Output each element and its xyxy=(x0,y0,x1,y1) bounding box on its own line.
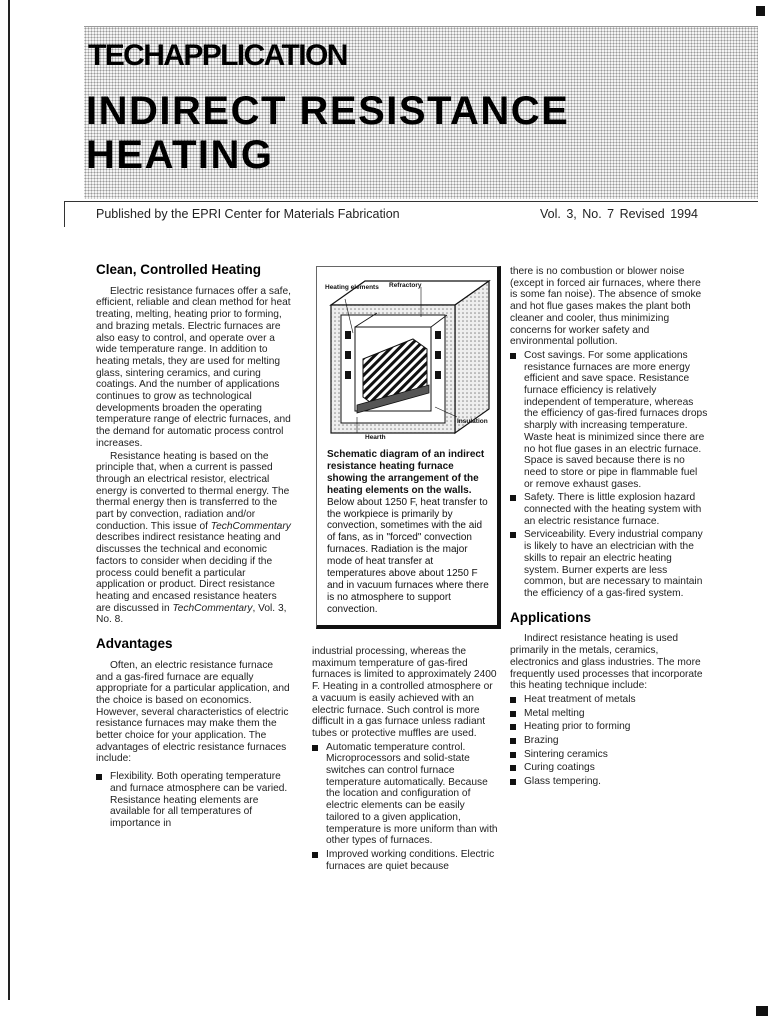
title-line-1: INDIRECT RESISTANCE xyxy=(86,89,570,133)
title-line-2: HEATING xyxy=(86,133,274,177)
list-item: Automatic temperature control. Microprocessors and solid-state switches can control furnace temperature automatically. Because the location and configuration of electric elements can be easily tailored to a given application, temperature is more uniform than with other types of furnaces. xyxy=(312,742,498,847)
masthead xyxy=(84,26,758,199)
label-hearth: Hearth xyxy=(365,434,386,441)
paragraph: there is no combustion or blower noise (except in forced air furnaces, where there is some fan noise). The absence of smoke and hot flue gases makes the plant both cleaner and cooler, thus minimizing concerns for worker safety and environmental pollution. xyxy=(510,266,702,348)
caption-body: Below about 1250 F, heat transfer to the workpiece is primarily by convection, sometimes with the aid of fans, as in "forced" convection furnaces. Radiation is the major mode of heat transfer at temperatures above about 1250 F and in vacuum furnaces where there is no atmosphere to support convection. xyxy=(327,496,489,615)
heating-element xyxy=(435,371,441,379)
heading-clean-controlled: Clean, Controlled Heating xyxy=(96,262,262,277)
heating-element xyxy=(435,331,441,339)
list-item: Brazing xyxy=(510,735,708,747)
right-column xyxy=(510,266,708,790)
page-title xyxy=(86,89,569,177)
header-rule xyxy=(64,201,758,202)
left-column xyxy=(96,264,292,832)
list-item: Heat treatment of metals xyxy=(510,694,708,706)
heading-advantages: Advantages xyxy=(96,636,173,652)
list-item: Flexibility. Both operating temperature and furnace atmosphere can be varied. Resistance heating elements are available for all temperatures of importance in xyxy=(96,771,292,830)
text-run: , Vol. 3, No. 8. xyxy=(96,602,287,626)
figure-furnace-diagram xyxy=(316,266,501,629)
list-item: Improved working conditions. Electric furnaces are quiet because xyxy=(312,849,498,872)
label-insulation: Insulation xyxy=(457,418,488,425)
publication-name: TechCommentary xyxy=(210,520,291,532)
text-run: describes indirect resistance heating and discusses the technical and economic factors to consider when deciding if the process could benefit a particular application or product. Direct resistance heating and encased resistance heaters are discussed in xyxy=(96,532,281,614)
issue-line: Vol. 3, No. 7 Revised 1994 xyxy=(540,207,699,221)
heading-applications: Applications xyxy=(510,609,592,625)
series-title: TECHAPPLICATION xyxy=(88,39,347,72)
paragraph: Electric resistance furnaces offer a safe, efficient, reliable and clean method for heat treating, melting, heating prior to forming, and brazing metals. Electric furnaces are also easy to control, and operate over a wide temperature range. In addition to heating metals, they are used for melting glass, sintering ceramics, and curing coatings. And the number of applications continues to grow as technological developments broaden the operating temperature range of electric furnaces, and the demand for automatic process control increases. xyxy=(96,285,292,449)
paragraph: Often, an electric resistance furnace and a gas-fired furnace are equally appropriate for a particular application, and the choice is based on economics. However, several characteristics of electric resistance furnaces may make them the better choice for your application. The advantages of electric resistance furnaces include: xyxy=(96,659,290,765)
paragraph: Indirect resistance heating is used primarily in the metals, ceramics, electronics and glass industries. The more frequently used processes that incorporate this heating technique include: xyxy=(510,633,703,692)
advantages-list-continued xyxy=(312,742,498,873)
list-item: Curing coatings xyxy=(510,762,708,774)
list-item: Cost savings. For some applications resistance furnaces are more energy efficient and save space. Resistance furnace efficiency is relatively independent of temperature, whereas the efficiency of gas-fired furnaces drops sharply with increasing temperature. Waste heat is minimized since there are no hot flue gases in an electric furnace. Space is saved because there is no need to store or pipe in flammable fuel or remove exhaust gases. xyxy=(510,350,708,490)
publisher-line: Published by the EPRI Center for Materials Fabrication xyxy=(96,207,400,221)
caption-title: Schematic diagram of an indirect resistance heating furnace showing the arrangement of the heating elements on the walls. xyxy=(327,449,485,496)
heating-element xyxy=(435,351,441,359)
middle-column xyxy=(312,646,498,874)
heating-element xyxy=(345,331,351,339)
corner-mark-bottom xyxy=(756,1006,768,1016)
list-item: Sintering ceramics xyxy=(510,749,708,761)
label-heating-elements: Heating elements xyxy=(325,284,379,291)
advantages-list xyxy=(96,771,292,830)
furnace-schematic xyxy=(317,267,497,445)
heating-element xyxy=(345,351,351,359)
corner-mark-top xyxy=(756,6,765,16)
publication-name: TechCommentary xyxy=(172,602,253,614)
list-item: Heating prior to forming xyxy=(510,721,708,733)
text-run: Resistance heating is based on the principle that, when a current is passed through an electrical resistor, electrical energy is converted to thermal energy. The thermal energy then is transferred to the part by convection, radiation and/or conduction. This issue of xyxy=(96,450,290,532)
heating-element xyxy=(345,371,351,379)
paragraph xyxy=(96,451,292,627)
list-item: Glass tempering. xyxy=(510,776,708,788)
paragraph: industrial processing, whereas the maximum temperature of gas-fired furnaces is limited to approximately 2400 F. Heating in a controlled atmosphere or a vacuum is easily achieved with an electric furnace. Such control is more difficult in a gas furnace unless radiant tubes or protective muffles are used. xyxy=(312,646,497,739)
list-item: Safety. There is little explosion hazard connected with the heating system with an electric resistance furnace. xyxy=(510,492,708,527)
figure-caption xyxy=(327,449,491,616)
advantages-list-right xyxy=(510,350,708,600)
list-item: Serviceability. Every industrial company is likely to have an electrician with the skills to repair an electric heating system. Burner experts are less common, but are necessary to maintain the efficiency of a gas-fired system. xyxy=(510,529,708,599)
header-rule-tick xyxy=(64,201,65,227)
applications-list xyxy=(510,694,708,788)
page-edge xyxy=(8,0,10,1000)
label-refractory: Refractory xyxy=(389,282,422,289)
list-item: Metal melting xyxy=(510,708,708,720)
furnace-side-face xyxy=(455,281,489,433)
